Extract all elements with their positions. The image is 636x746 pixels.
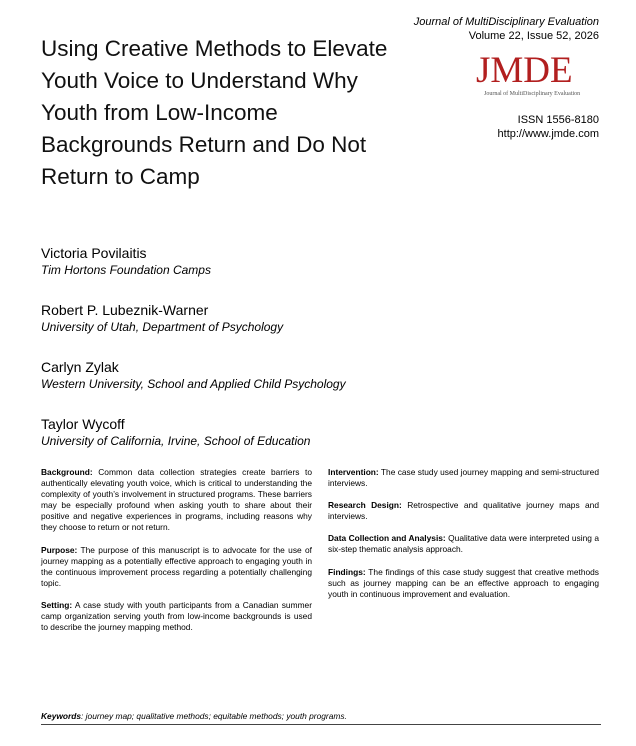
section-label: Intervention: <box>328 467 379 477</box>
keywords-text: : journey map; qualitative methods; equitable methods; youth programs. <box>81 711 347 721</box>
abstract-right-column <box>328 467 599 611</box>
author-affiliation: Western University, School and Applied Child Psychology <box>41 377 346 391</box>
section-text: The purpose of this manuscript is to advocate for the use of journey mapping as a potentially effective approach to engaging youth in the continuous improvement process regarding a potentially challenging topic. <box>41 544 312 588</box>
author-name: Carlyn Zylak <box>41 359 119 375</box>
section-text: Common data collection strategies create barriers to authentically elevating youth voice, which is critical to understanding the complexity of youth’s involvement in structured programs. These barriers may be especially profound when asking youth to share about their positive and negative experiences in programs, including reasons why they choose to return or not return. <box>41 467 312 533</box>
author-name: Robert P. Lubeznik-Warner <box>41 302 209 318</box>
section-label: Setting: <box>41 599 73 610</box>
author-block <box>41 415 310 449</box>
journal-name: Journal of MultiDisciplinary Evaluation <box>413 16 599 28</box>
journal-url[interactable]: http://www.jmde.com <box>497 128 599 140</box>
journal-volume: Volume 22, Issue 52, 2026 <box>468 30 599 42</box>
abstract-background <box>41 467 312 534</box>
section-label: Findings: <box>328 566 366 577</box>
section-label: Data Collection and Analysis: <box>328 533 446 544</box>
author-block <box>41 358 346 392</box>
author-name: Victoria Povilaitis <box>41 245 147 261</box>
author-affiliation: University of Utah, Department of Psychology <box>41 320 284 334</box>
author-block <box>41 244 211 278</box>
section-text: The findings of this case study suggest that creative methods such as journey mapping can be an effective approach to engaging youth in continuous improvement and evaluation. <box>328 566 599 599</box>
journal-info <box>414 15 599 43</box>
abstract-left-column <box>41 467 312 644</box>
abstract-research-design <box>328 500 599 522</box>
jmde-logo <box>476 52 598 102</box>
author-block <box>41 301 283 335</box>
abstract-setting <box>41 600 312 633</box>
section-label: Background: <box>41 467 93 477</box>
abstract-data-collection <box>328 533 599 555</box>
section-label: Research Design: <box>328 500 402 511</box>
abstract-intervention <box>328 467 599 489</box>
abstract-purpose <box>41 545 312 589</box>
abstract-findings <box>328 567 599 600</box>
author-affiliation: Tim Hortons Foundation Camps <box>41 263 211 277</box>
keywords-label: Keywords <box>41 711 82 721</box>
author-affiliation: University of California, Irvine, School of Education <box>41 434 311 448</box>
issn: ISSN 1556-8180 <box>517 114 599 126</box>
keywords-line <box>41 711 601 721</box>
section-text: Retrospective and qualitative journey maps and interviews. <box>328 500 600 522</box>
journal-identifiers <box>498 113 599 141</box>
logo-subtext: Journal of MultiDisciplinary Evaluation <box>484 91 581 97</box>
section-text: Qualitative data were interpreted using a six-step thematic analysis approach. <box>328 533 599 555</box>
paper-title: Using Creative Methods to Elevate Youth Voice to Understand Why Youth from Low-Income Backgrounds Return and Do Not Return to Camp <box>41 36 388 189</box>
divider-rule <box>41 724 601 725</box>
section-text: A case study with youth participants from a Canadian summer camp organization serving youth from low-income backgrounds is used to describe the journey mapping method. <box>41 599 312 633</box>
section-text: The case study used journey mapping and semi-structured interviews. <box>328 467 599 489</box>
author-name: Taylor Wycoff <box>41 416 125 432</box>
logo-text: JMDE <box>476 50 573 91</box>
section-label: Purpose: <box>41 544 78 555</box>
